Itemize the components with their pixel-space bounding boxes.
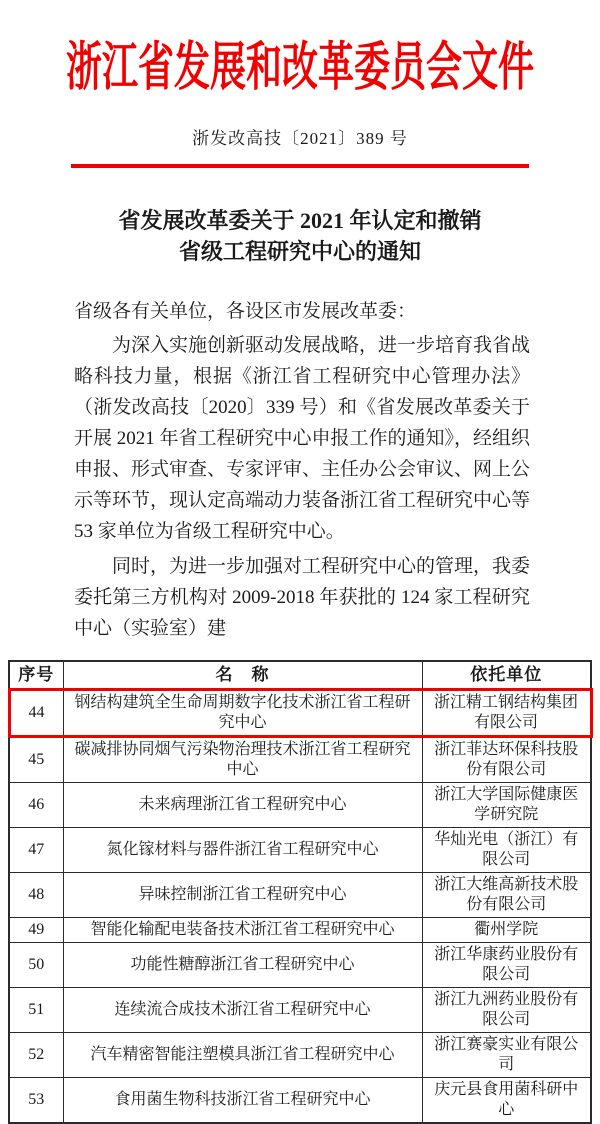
center-name-cell: 氮化镓材料与器件浙江省工程研究中心 [63, 827, 422, 872]
notice-title-line1: 省发展改革委关于 2021 年认定和撤销 [118, 208, 482, 233]
body-paragraph-2: 同时，为进一步加强对工程研究中心的管理，我委委托第三方机构对 2009-2018 年获批的 124 家工程研究中心（实验室）建 [74, 556, 531, 639]
center-name-cell: 汽车精密智能注塑模具浙江省工程研究中心 [63, 1032, 422, 1077]
support-unit-cell: 浙江大维高新技术股份有限公司 [422, 872, 591, 917]
letterhead-title [0, 40, 600, 94]
center-name-cell: 食用菌生物科技浙江省工程研究中心 [63, 1077, 422, 1123]
row-number-cell: 47 [9, 827, 63, 872]
row-number-cell: 48 [9, 872, 63, 917]
document-page [0, 40, 600, 1124]
salutation: 省级各有关单位，各设区市发展改革委： [74, 301, 417, 322]
support-unit-cell: 浙江精工钢结构集团有限公司 [422, 689, 591, 736]
document-number: 浙发改高技〔2021〕389 号 [192, 129, 408, 148]
body-paragraph-1: 为深入实施创新驱动发展战略，进一步培育我省战略科技力量，根据《浙江省工程研究中心管理办法》（浙发改高技〔2020〕339 号）和《省发展改革委关于开展 2021 年省工程研究中心申报工作的通知》，经组织申报、形式审查、专家评审、主任办公会审议、网上公示等环节，现认定高端动力装备浙江省工程研究中心等 53 家单位为省级工程研究中心。 [74, 335, 531, 542]
table-row [9, 827, 591, 872]
support-unit-cell: 浙江九洲药业股份有限公司 [422, 987, 591, 1032]
support-unit-cell: 浙江华康药业股份有限公司 [422, 942, 591, 987]
support-unit-cell: 浙江赛豪实业有限公司 [422, 1032, 591, 1077]
support-unit-cell: 衢州学院 [422, 917, 591, 942]
row-number-cell: 45 [9, 736, 63, 782]
table-row [9, 942, 591, 987]
header-cell-name: 名 称 [63, 661, 422, 689]
research-centers-table [8, 660, 593, 1124]
table-row [9, 1032, 591, 1077]
support-unit-cell: 华灿光电（浙江）有限公司 [422, 827, 591, 872]
row-number-cell: 53 [9, 1077, 63, 1123]
center-name-cell: 异味控制浙江省工程研究中心 [63, 872, 422, 917]
table-row [9, 917, 591, 942]
row-number-cell: 52 [9, 1032, 63, 1077]
row-number-cell: 49 [9, 917, 63, 942]
notice-title-line2: 省级工程研究中心的通知 [178, 239, 421, 264]
center-name-cell: 未来病理浙江省工程研究中心 [63, 782, 422, 827]
table-row [9, 1077, 591, 1123]
support-unit-cell: 浙江菲达环保科技股份有限公司 [422, 736, 591, 782]
header-cell-no: 序号 [9, 661, 63, 689]
letterhead-title-text: 浙江省发展和改革委员会文件 [65, 38, 534, 96]
row-number-cell: 46 [9, 782, 63, 827]
row-number-cell: 51 [9, 987, 63, 1032]
support-unit-cell: 浙江大学国际健康医学研究院 [422, 782, 591, 827]
support-unit-cell: 庆元县食用菌科研中心 [422, 1077, 591, 1123]
center-name-cell: 钢结构建筑全生命周期数字化技术浙江省工程研究中心 [63, 689, 422, 736]
table-row [9, 782, 591, 827]
row-number-cell: 44 [9, 689, 63, 736]
notice-title [0, 205, 600, 267]
center-name-cell: 功能性糖醇浙江省工程研究中心 [63, 942, 422, 987]
center-name-cell: 碳减排协同烟气污染物治理技术浙江省工程研究中心 [63, 736, 422, 782]
table-row [9, 872, 591, 917]
center-name-cell: 连续流合成技术浙江省工程研究中心 [63, 987, 422, 1032]
red-divider-rule [71, 164, 529, 168]
header-cell-unit: 依托单位 [422, 661, 591, 689]
table-row-highlighted [9, 689, 591, 736]
table-header-row [9, 661, 591, 689]
table-row [9, 736, 591, 782]
row-number-cell: 50 [9, 942, 63, 987]
table-header [9, 661, 591, 689]
center-name-cell: 智能化输配电装备技术浙江省工程研究中心 [63, 917, 422, 942]
table-row [9, 987, 591, 1032]
table-body [9, 689, 591, 1123]
